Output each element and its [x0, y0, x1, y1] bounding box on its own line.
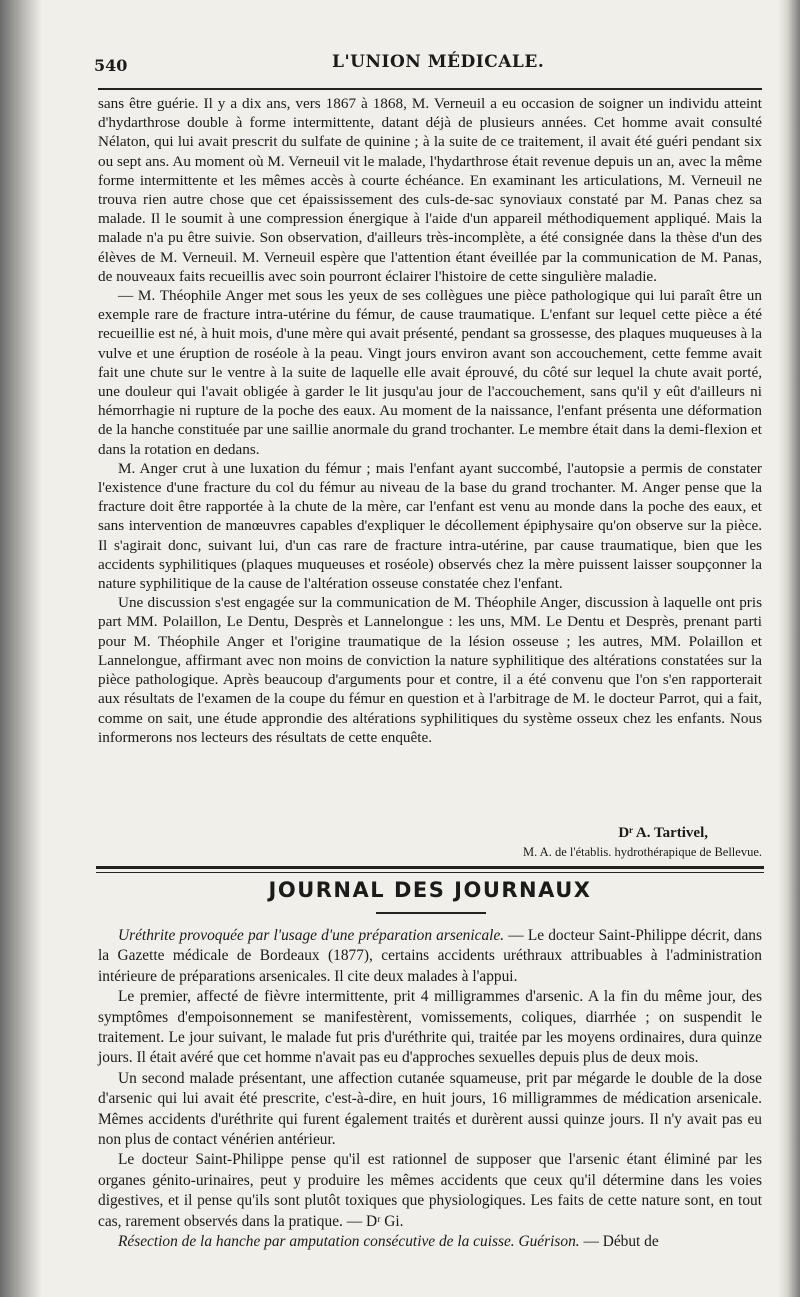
section-paragraph — [98, 1232, 762, 1252]
section-divider — [96, 866, 764, 873]
signature-affiliation: M. A. de l'établis. hydrothérapique de Bellevue. — [523, 845, 762, 859]
signature-name: Dʳ A. Tartivel, — [618, 825, 708, 841]
item-text: — Début de — [579, 1233, 659, 1251]
header-rule — [98, 88, 762, 90]
article-paragraph: — M. Théophile Anger met sous les yeux de ses collègues une pièce pathologique qui lui paraît être un exemple rare de fracture intra-utérine du fémur, de cause traumatique. L'enfant sur lequel cette pièce a été recueillie est né, à huit mois, d'une mère qui avait présenté, pendant sa grossesse, des plaques muqueuses à la vulve et une éruption de roséole à la peau. Vingt jours environ avant son accouchement, cette femme avait fait une chute sur le ventre à la suite de laquelle elle avait éprouvé, du côté sur lequel la chute avait porté, une douleur qui l'avait obligée à garder le lit jusqu'au jour de l'accouchement, sans qu'il y eût d'ailleurs ni hémorrhagie ni rupture de la poche des eaux. Au moment de la naissance, l'enfant présenta une déformation de la hanche constituée par une saillie anormale du grand trochanter. Le membre était dans la demi-flexion et dans la rotation en dedans. — [98, 287, 762, 458]
section-paragraph: Un second malade présentant, une affection cutanée squameuse, prit par mégarde le double de la dose d'arsenic qui lui avait été prescrite, c'est-à-dire, en huit jours, 16 milligrammes de médication arsenicale. Mêmes accidents d'uréthrite qui furent également traités et durèrent aussi quinze jours. Il n'y avait pas eu non plus de contact vénérien antérieur. — [98, 1069, 762, 1149]
scan-shadow-left — [0, 0, 42, 1297]
article-paragraph: M. Anger crut à une luxation du fémur ; mais l'enfant ayant succombé, l'autopsie a permis de constater l'existence d'une fracture du col du fémur au niveau de la base du grand trochanter. M. Anger pense que la fracture doit être rapportée à la chute de la mère, car l'enfant est venu au monde dans la poche des eaux, et sans intervention de manœuvres capables d'expliquer le décollement épiphysaire qu'on observe sur la pièce. Il s'agirait donc, suivant lui, d'un cas rare de fracture intra-utérine, par cause traumatique, bien que les accidents syphilitiques (plaques muqueuses et roséole) observés chez la mère puissent laisser soupçonner la nature syphilitique de la cause de l'altération osseuse constatée chez l'enfant. — [98, 459, 762, 593]
section-title: JOURNAL DES JOURNAUX — [268, 878, 592, 902]
scan-shadow-right — [778, 0, 800, 1297]
article-body — [98, 94, 762, 747]
article-paragraph: sans être guérie. Il y a dix ans, vers 1867 à 1868, M. Verneuil a eu occasion de soigner un individu atteint d'hydarthrose double à forme intermittente, datant déjà de plusieurs années. Cet homme avait consulté Nélaton, qui lui avait prescrit du sulfate de quinine ; à la suite de ce traitement, il avait été guéri pendant six ou sept ans. Au moment où M. Verneuil vit le malade, l'hydarthrose était revenue depuis un an, avec la même forme intermittente et les mêmes accès à courte échéance. En examinant les articulations, M. Verneuil ne trouva rien autre chose que cet épaississement des culs-de-sac synoviaux constaté par M. Panas chez sa malade. Il le soumit à une compression énergique à l'aide d'un appareil méthodiquement appliqué. Mais la malade n'a pu être suivie. Son observation, d'ailleurs très-incomplète, a été consignée dans la thèse d'un des élèves de M. Verneuil. M. Verneuil espère que l'attention étant éveillée par la communication de M. Panas, de nouveaux faits recueillis avec soin pourront éclairer l'histoire de cette singulière maladie. — [98, 95, 762, 285]
section-paragraph — [98, 926, 762, 987]
running-header — [94, 50, 764, 80]
article-paragraph: Une discussion s'est engagée sur la communication de M. Théophile Anger, discussion à laquelle ont pris part MM. Polaillon, Le Dentu, Desprès et Lannelongue : les uns, MM. Le Dentu et Desprès, prenant parti pour M. Théophile Anger et l'origine traumatique de la lésion osseuse ; les autres, MM. Polaillon et Lannelongue, affirmant avec non moins de conviction la nature syphilitique des altérations constatées sur la pièce pathologique. Après beaucoup d'arguments pour et contre, il a été convenu que l'on s'en rapporterait aux résultats de l'examen de la coupe du fémur en question et à l'arbitrage de M. le docteur Parrot, qui a fait, comme on sait, une étude approndie des altérations syphilitiques du système osseux chez les enfants. Nous informerons nos lecteurs des résultats de cette enquête. — [98, 594, 762, 746]
page-number: 540 — [94, 56, 128, 75]
item-text: — Le docteur Saint-Philippe décrit, dans la Gazette médicale de Bordeaux (1877), certains accidents uréthraux attribuables à l'administration intérieure de préparations arsenicales. Il cite deux malades à l'appui. — [98, 927, 762, 985]
item-title: Résection de la hanche par amputation consécutive de la cuisse. Guérison. — [118, 1233, 580, 1251]
journal-title: L'UNION MÉDICALE. — [332, 52, 545, 72]
section-paragraph: Le docteur Saint-Philippe pense qu'il est rationnel de supposer que l'arsenic étant éliminé par les organes génito-urinaires, peut y produire les mêmes accidents que ceux qu'il détermine dans les voies digestives, et il pense qu'ils sont plutôt toxiques que physiologiques. Les faits de cette nature sont, en tout cas, rarement observés dans la pratique. — Dʳ Gi. — [98, 1151, 762, 1230]
item-title: Uréthrite provoquée par l'usage d'une préparation arsenicale. — [118, 927, 505, 944]
section-title-rule — [376, 912, 486, 914]
section-paragraph: Le premier, affecté de fièvre intermittente, prit 4 milligrammes d'arsenic. A la fin du même jour, des symptômes d'empoisonnement se manifestèrent, vomissements, coliques, diarrhée ; on suspendit le traitement. Le jour suivant, le malade fut pris d'uréthrite qui, traitée par les moyens ordinaires, dura quinze jours. Il était avéré que cet homme n'avait pas eu d'approches sexuelles depuis plus de deux mois. — [98, 988, 762, 1067]
section-body — [98, 926, 762, 1253]
